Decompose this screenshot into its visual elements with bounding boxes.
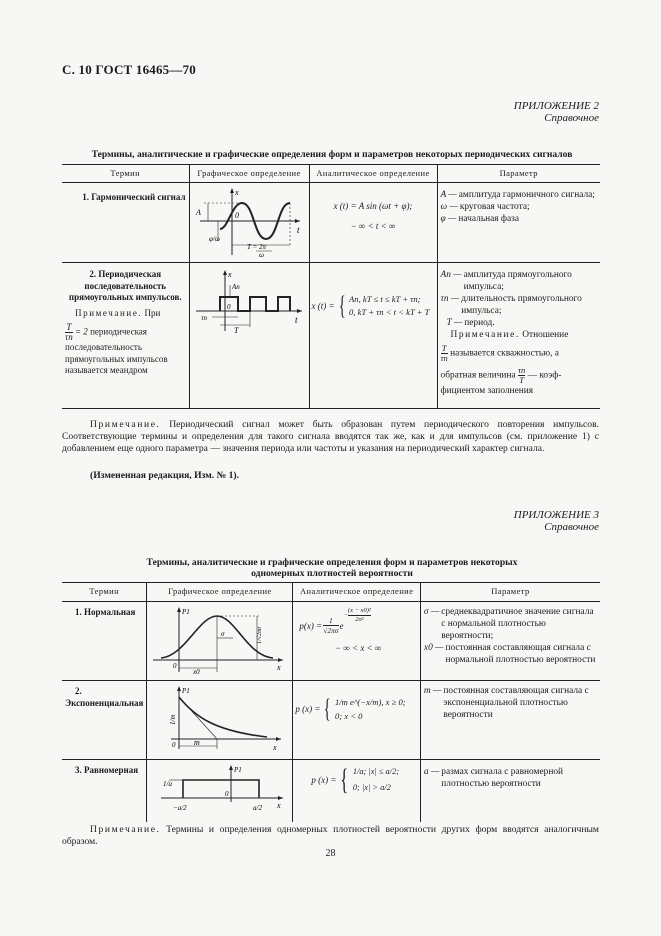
param-key: A — [440, 190, 457, 200]
x0-label: x0 [193, 668, 201, 676]
table-row: 1. Нормальная P1 x 0 x0 σ 1/√2πσ p(x) = $\frac{1}{√2\pi\sigma}$ e − $\frac{\text{(x − x0)²}}{\text{2σ²}}$ − ∞ < x < ∞ σ — среднеквадратичное значение сигнала с нормальной плотностью вероятности; x0 — постоянная составляющая сигнала с нормальной плотностью вероятности [62, 602, 600, 681]
table-title: Термины, аналитические и графические определения форм и параметров некоторых периодических сигналов [91, 149, 573, 160]
axis-label-t: t [294, 315, 298, 325]
uniform-density-graph [149, 762, 289, 818]
appendix-label: ПРИЛОЖЕНИЕ 2 [513, 100, 599, 112]
table-title-line: одномерных плотностей вероятности [251, 568, 413, 579]
term-description: периодическая последовательность прямоугольных импульсов называется меандром [65, 326, 168, 375]
table-row: 2. Периодическая последовательность прямоугольных импульсов. Примечание. При T τп = 2 периодическая последовательность прямоугольных импульсов называется меандром x t Aп 0 τп T x (t) = { Aп, kT ≤ t ≤ kT + τп; 0, kT + τп < t < kT + T Aп — амплитуда прямоугольного импульса; τп — длительность прямоугольного импульса; T — период. Примечание. Отношение T τп называется скважностью, а обратная величина τп T — коэф- фициентом заполнения [62, 263, 600, 409]
param-value: размах сигнала с равномерной плотностью вероятности [441, 767, 564, 789]
axis-label-x: x [227, 270, 232, 279]
note-tail: Отношение [522, 330, 569, 340]
param-key: φ — [440, 214, 457, 224]
param-value: постоянная составляющая сигнала с экспоненциальной плотностью вероятности [443, 686, 589, 720]
note-text: Термины и определения одномерных плотностей вероятности других форм вводятся аналогичным образом. [62, 824, 599, 847]
param-value: постоянная составляющая сигнала с нормальной плотностью вероятности [445, 643, 596, 665]
param-note-text: называется скважностью, а [450, 348, 559, 359]
fraction-numerator: τп [517, 365, 526, 375]
exponential-density-graph [149, 683, 289, 753]
axis-label-p: P1 [182, 687, 191, 695]
term-name: 2. Экспоненциальная [65, 686, 144, 708]
column-header: Графическое определение [189, 165, 309, 183]
note-word: Примечание. [450, 330, 520, 340]
table-row [62, 183, 600, 263]
param-key: ω — [440, 202, 458, 212]
harmonic-range: − ∞ < t < ∞ [350, 221, 396, 231]
appendix-2-heading [514, 100, 599, 124]
param-value: среднеквадратичное значение сигнала с нормальной плотностью вероятности; [441, 607, 594, 641]
initial-value-label: 1/m [169, 714, 178, 725]
param-key: a — [423, 767, 440, 777]
axis-label-x: x [273, 743, 277, 752]
formula-case-2: 0; x < 0 [334, 711, 363, 721]
note-tail: При [144, 307, 161, 318]
appendix-sub: Справочное [544, 112, 599, 124]
param-value: период. [464, 318, 495, 328]
origin-label: 0 [226, 303, 230, 311]
param-key: σ — [423, 607, 440, 617]
appendix-3-note [62, 824, 599, 848]
note-word: Примечание. [75, 307, 143, 318]
formula-range: − ∞ < x < ∞ [335, 643, 382, 653]
origin-label: 0 [172, 741, 176, 749]
table-title [62, 557, 602, 579]
peak-value-label: 1/√2πσ [257, 627, 264, 644]
harmonic-formula: x (t) = A sin (ωt + φ); [333, 201, 413, 211]
axis-label-p: P1 [182, 608, 191, 616]
fraction-denominator: τп [440, 353, 448, 363]
param-value: круговая частота; [459, 202, 530, 212]
param-value: начальная фаза [458, 214, 520, 224]
param-key: T — [446, 318, 463, 328]
exponent-denominator: 2σ² [355, 616, 364, 623]
axis-label-x: x [277, 663, 281, 672]
appendix-2-note [62, 419, 599, 455]
periodic-signals-table [62, 164, 600, 409]
sigma-label: σ [221, 630, 225, 638]
column-header: Параметр [420, 583, 600, 602]
m-label: m [194, 738, 201, 747]
formula-case-1: 1/m e^(−x/m), x ≥ 0; [334, 697, 406, 707]
appendix-label: ПРИЛОЖЕНИЕ 3 [513, 509, 599, 521]
formula-exp-base: e [339, 620, 344, 631]
height-label: 1/a [163, 780, 173, 788]
fraction-equals: = 2 [74, 326, 88, 337]
origin-label: 0 [225, 790, 229, 798]
term-name: 1. Гармонический сигнал [82, 192, 186, 202]
table-title-line: Термины, аналитические и графические определения форм и параметров некоторых [146, 557, 518, 568]
param-value: длительность прямоугольного импульса; [461, 294, 582, 316]
appendix-3-heading [514, 509, 599, 533]
column-header: Параметр [437, 165, 600, 183]
column-header: Аналитическое определение [293, 583, 421, 602]
axis-label-t: t [296, 225, 300, 235]
param-value: амплитуда прямоугольного импульса; [463, 270, 572, 292]
axis-label-p: P1 [234, 766, 243, 774]
page-number: 28 [325, 848, 336, 859]
amplitude-label: A [195, 208, 201, 217]
exponent-numerator: (x − x0)² [347, 607, 371, 614]
formula-lhs: p (x) = [295, 704, 321, 714]
period-label: T [233, 326, 238, 335]
table-row: 3. Равномерная P1 x 0 1/a −a/2 a/2 p (x) = { 1/a; |x| ≤ a/2; 0; |x| > a/2 a — размах сигнала с равномерной плотностью вероятности [62, 760, 600, 823]
formula-case-2: 0, kT + τп < t < kT + T [349, 307, 430, 317]
rectangular-pulses-graph [192, 265, 306, 335]
fraction-denominator: √2πσ [323, 626, 339, 635]
appendix-sub: Справочное [544, 521, 599, 533]
table-header-row [62, 583, 600, 602]
column-header: Аналитическое определение [309, 165, 437, 183]
right-bound-label: a/2 [253, 804, 263, 812]
axis-label-x: x [234, 188, 239, 197]
probability-density-table [62, 582, 600, 822]
period-label-top: T = 2π [246, 243, 266, 251]
param-value: амплитуда гармоничного сигнала; [458, 190, 595, 200]
param-note-text: фициентом заполнения [440, 386, 534, 396]
param-key: τп — [440, 294, 460, 304]
term-name: 3. Равномерная [75, 765, 139, 775]
param-note-text: — коэф- [527, 370, 562, 381]
amplitude-label: Aп [231, 283, 240, 291]
column-header: Графическое определение [147, 583, 293, 602]
normal-density-graph [149, 604, 289, 676]
fraction-denominator: τп [65, 332, 73, 342]
fraction-denominator: T [519, 375, 524, 385]
formula-lhs: p(x) = [299, 620, 323, 631]
note-word: Примечание. [90, 824, 161, 835]
fraction-numerator: T [66, 322, 72, 332]
fraction-numerator: T [441, 343, 447, 353]
column-header: Термин [62, 165, 189, 183]
term-name: 2. Периодическая последовательность прямоугольных импульсов. [68, 269, 182, 302]
tau-label: τп [200, 314, 207, 322]
fraction-numerator: 1 [323, 616, 338, 626]
table-row: 2. Экспоненциальная P1 x 0 m 1/m p (x) = { 1/m e^(−x/m), x ≥ 0; 0; x < 0 m — постоянная составляющая сигнала с экспоненциальной плотностью вероятности [62, 681, 600, 760]
param-key: m — [423, 686, 442, 696]
phase-label: φ/ω [208, 235, 220, 243]
formula-case-1: 1/a; |x| ≤ a/2; [352, 767, 400, 776]
column-header: Термин [62, 583, 147, 602]
param-key: Aп — [440, 270, 462, 280]
page-header: С. 10 ГОСТ 16465—70 [62, 62, 196, 77]
formula-lhs: x (t) = [311, 301, 335, 311]
origin-label: 0 [173, 662, 177, 670]
param-note-text: обратная величина [440, 370, 516, 381]
formula-case-2: 0; |x| > a/2 [352, 783, 391, 792]
harmonic-signal-graph [192, 185, 306, 257]
axis-label-x: x [277, 801, 281, 810]
table-header-row [62, 165, 600, 183]
period-label-bottom: ω [258, 251, 264, 257]
formula-lhs: p (x) = [311, 775, 337, 785]
origin-label: 0 [234, 211, 239, 220]
note-text: Периодический сигнал может быть образован путем периодического повторения импульсов. Соответствующие термины и определения для такого сигнала вводятся так же, как и для импульсов (см. приложение 1) с добавлением еще одного параметра — значения периода или частоты и указания на периодический характер сигнала. [62, 419, 600, 454]
param-key: x0 — [423, 643, 444, 653]
left-bound-label: −a/2 [173, 804, 188, 812]
formula-case-1: Aп, kT ≤ t ≤ kT + τп; [349, 294, 421, 304]
amendment: (Измененная редакция, Изм. № 1). [90, 470, 240, 481]
term-name: 1. Нормальная [75, 607, 136, 617]
note-word: Примечание. [90, 419, 161, 430]
